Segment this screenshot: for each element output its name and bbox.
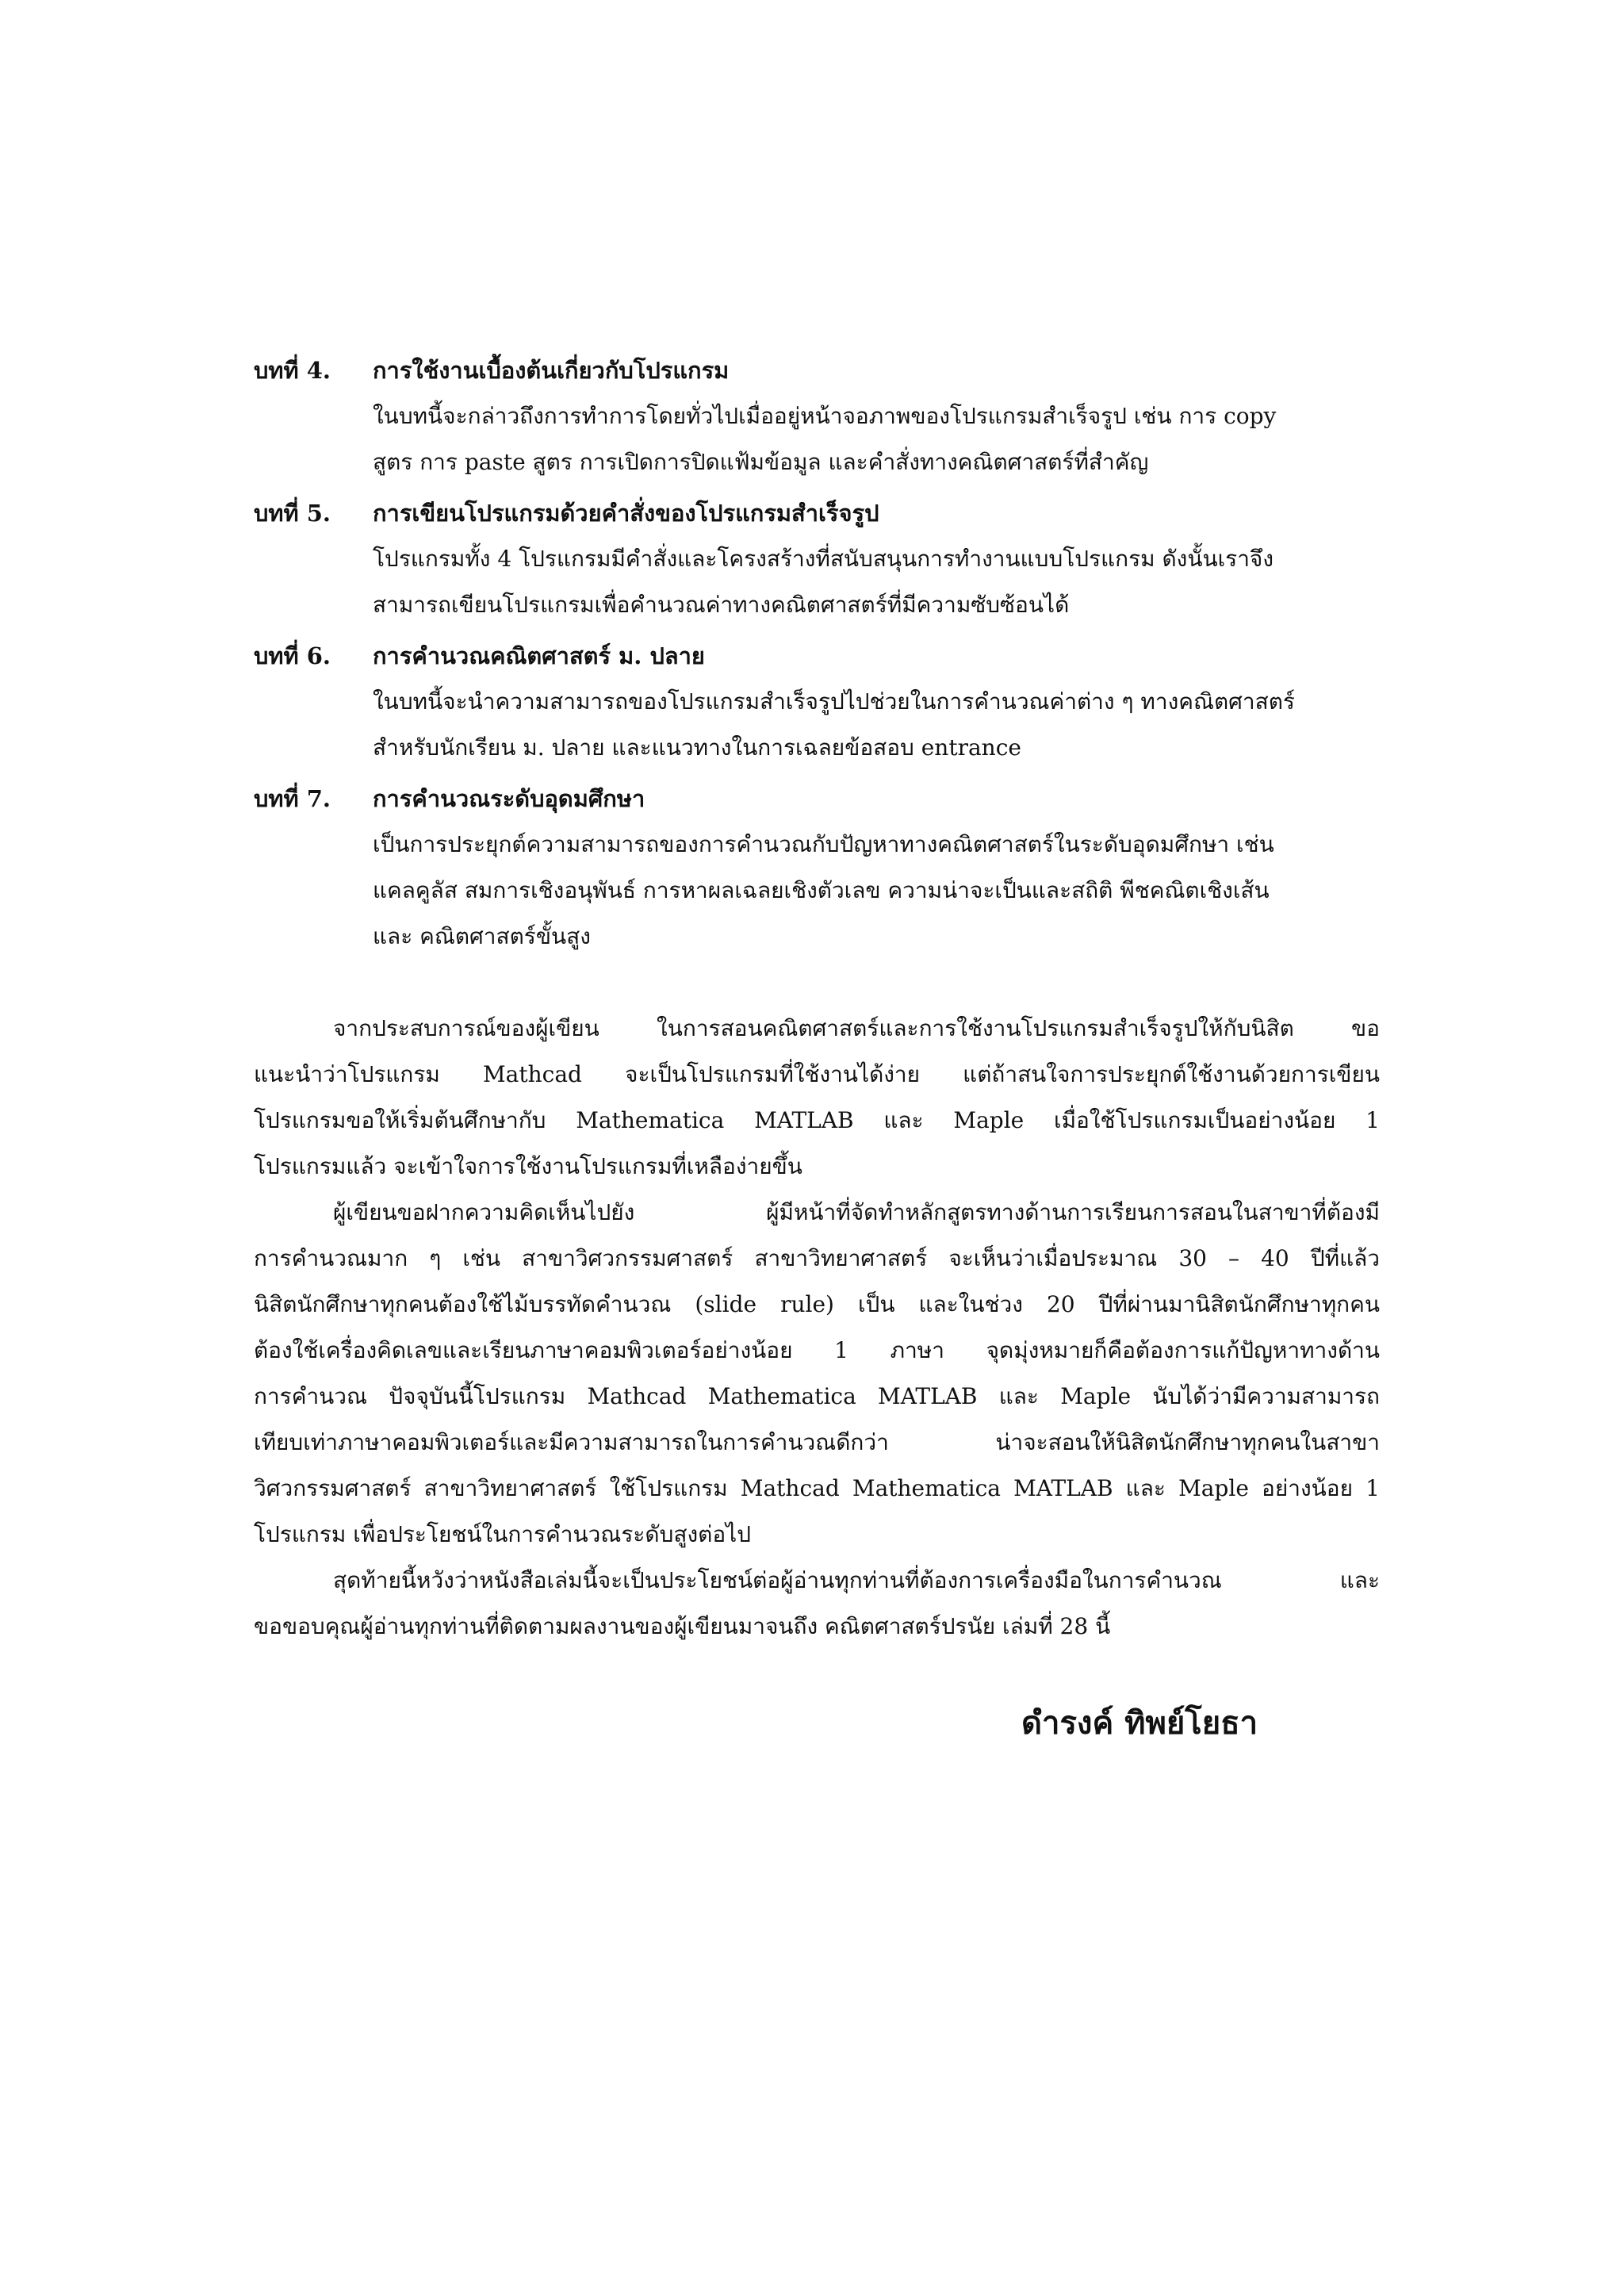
paragraph-line: โปรแกรมแล้ว จะเข้าใจการใช้งานโปรแกรมที่เหลือง่ายขึ้น [254, 1153, 802, 1179]
chapter-list [254, 347, 1380, 964]
chapter-description [373, 393, 1380, 485]
paragraph [254, 1558, 1380, 1650]
description-line: เป็นการประยุกต์ความสามารถของการคำนวณกับปัญหาทางคณิตศาสตร์ในระดับอุดมศึกษา เช่น [373, 831, 1274, 857]
chapter-number: บทที่ 4. [254, 357, 331, 384]
paragraph-line: นิสิตนักศึกษาทุกคนต้องใช้ไม้บรรทัดคำนวณ (slide rule) เป็น และในช่วง 20 ปีที่ผ่านมานิสิตนักศึกษาทุกคน [254, 1291, 1380, 1317]
chapter-entry [254, 490, 1380, 628]
chapter-title: การใช้งานเบื้องต้นเกี่ยวกับโปรแกรม [373, 357, 730, 384]
paragraph [254, 1190, 1380, 1558]
chapter-entry [254, 633, 1380, 771]
chapter-entry [254, 776, 1380, 960]
paragraph [254, 1006, 1380, 1190]
chapter-description [373, 679, 1380, 771]
description-line: ในบทนี้จะนำความสามารถของโปรแกรมสำเร็จรูปไปช่วยในการคำนวณค่าต่าง ๆ ทางคณิตศาสตร์ [373, 688, 1295, 715]
description-line: แคลคูลัส สมการเชิงอนุพันธ์ การหาผลเฉลยเชิงตัวเลข ความน่าจะเป็นและสถิติ พีชคณิตเชิงเส้น [373, 877, 1270, 903]
paragraph-line: จากประสบการณ์ของผู้เขียน ในการสอนคณิตศาสตร์และการใช้งานโปรแกรมสำเร็จรูปให้กับนิสิต ขอ [333, 1015, 1380, 1041]
paragraph-line: การคำนวณ ปัจจุบันนี้โปรแกรม Mathcad Mathematica MATLAB และ Maple นับได้ว่ามีความสามารถ [254, 1383, 1380, 1409]
body-text [254, 1006, 1380, 1650]
chapter-title: การคำนวณคณิตศาสตร์ ม. ปลาย [373, 642, 705, 669]
paragraph-line: วิศวกรรมศาสตร์ สาขาวิทยาศาสตร์ ใช้โปรแกรม Mathcad Mathematica MATLAB และ Maple อย่างน้อย 1 [254, 1475, 1380, 1501]
chapter-title: การเขียนโปรแกรมด้วยคำสั่งของโปรแกรมสำเร็จรูป [373, 500, 879, 527]
chapter-heading [254, 633, 1380, 679]
description-line: สูตร การ paste สูตร การเปิดการปิดแฟ้มข้อมูล และคำสั่งทางคณิตศาสตร์ที่สำคัญ [373, 449, 1149, 475]
paragraph-line: โปรแกรมขอให้เริ่มต้นศึกษากับ Mathematica MATLAB และ Maple เมื่อใช้โปรแกรมเป็นอย่างน้อย 1 [254, 1107, 1380, 1133]
description-line: ในบทนี้จะกล่าวถึงการทำการโดยทั่วไปเมื่ออยู่หน้าจอภาพของโปรแกรมสำเร็จรูป เช่น การ copy [373, 403, 1277, 429]
chapter-description [373, 536, 1380, 628]
paragraph-line: สุดท้ายนี้หวังว่าหนังสือเล่มนี้จะเป็นประโยชน์ต่อผู้อ่านทุกท่านที่ต้องการเครื่องมือในการคำนวณ และ [333, 1567, 1380, 1593]
paragraph-line: เทียบเท่าภาษาคอมพิวเตอร์และมีความสามารถในการคำนวณดีกว่า น่าจะสอนให้นิสิตนักศึกษาทุกคนในสาขา [254, 1429, 1380, 1455]
paragraph-line: แนะนำว่าโปรแกรม Mathcad จะเป็นโปรแกรมที่ใช้งานได้ง่าย แต่ถ้าสนใจการประยุกต์ใช้งานด้วยการเขียน [254, 1061, 1380, 1087]
description-line: และ คณิตศาสตร์ขั้นสูง [373, 923, 591, 949]
paragraph-line: โปรแกรม เพื่อประโยชน์ในการคำนวณระดับสูงต่อไป [254, 1521, 752, 1547]
chapter-heading [254, 490, 1380, 536]
description-line: สำหรับนักเรียน ม. ปลาย และแนวทางในการเฉลยข้อสอบ entrance [373, 734, 1021, 761]
description-line: สามารถเขียนโปรแกรมเพื่อคำนวณค่าทางคณิตศาสตร์ที่มีความซับซ้อนได้ [373, 592, 1070, 618]
chapter-number: บทที่ 7. [254, 785, 331, 812]
paragraph-line: ต้องใช้เครื่องคิดเลขและเรียนภาษาคอมพิวเตอร์อย่างน้อย 1 ภาษา จุดมุ่งหมายก็คือต้องการแก้ปัญหาทางด้าน [254, 1337, 1380, 1363]
paragraph-line: การคำนวณมาก ๆ เช่น สาขาวิศวกรรมศาสตร์ สาขาวิทยาศาสตร์ จะเห็นว่าเมื่อประมาณ 30 – 40 ปีที่แล้ว [254, 1245, 1380, 1271]
chapter-heading [254, 347, 1380, 393]
chapter-number: บทที่ 6. [254, 642, 331, 669]
chapter-description [373, 822, 1380, 960]
paragraph-line: ขอขอบคุณผู้อ่านทุกท่านที่ติดตามผลงานของผู้เขียนมาจนถึง คณิตศาสตร์ปรนัย เล่มที่ 28 นี้ [254, 1613, 1111, 1639]
chapter-heading [254, 776, 1380, 822]
chapter-number: บทที่ 5. [254, 500, 331, 527]
chapter-title: การคำนวณระดับอุดมศึกษา [373, 785, 645, 812]
paragraph-line: ผู้เขียนขอฝากความคิดเห็นไปยัง ผู้มีหน้าที่จัดทำหลักสูตรทางด้านการเรียนการสอนในสาขาที่ต้องมี [333, 1199, 1380, 1225]
description-line: โปรแกรมทั้ง 4 โปรแกรมมีคำสั่งและโครงสร้างที่สนับสนุนการทำงานแบบโปรแกรม ดังนั้นเราจึง [373, 546, 1274, 572]
author-signature: ดำรงค์ ทิพย์โยธา [1021, 1704, 1258, 1742]
chapter-entry [254, 347, 1380, 485]
